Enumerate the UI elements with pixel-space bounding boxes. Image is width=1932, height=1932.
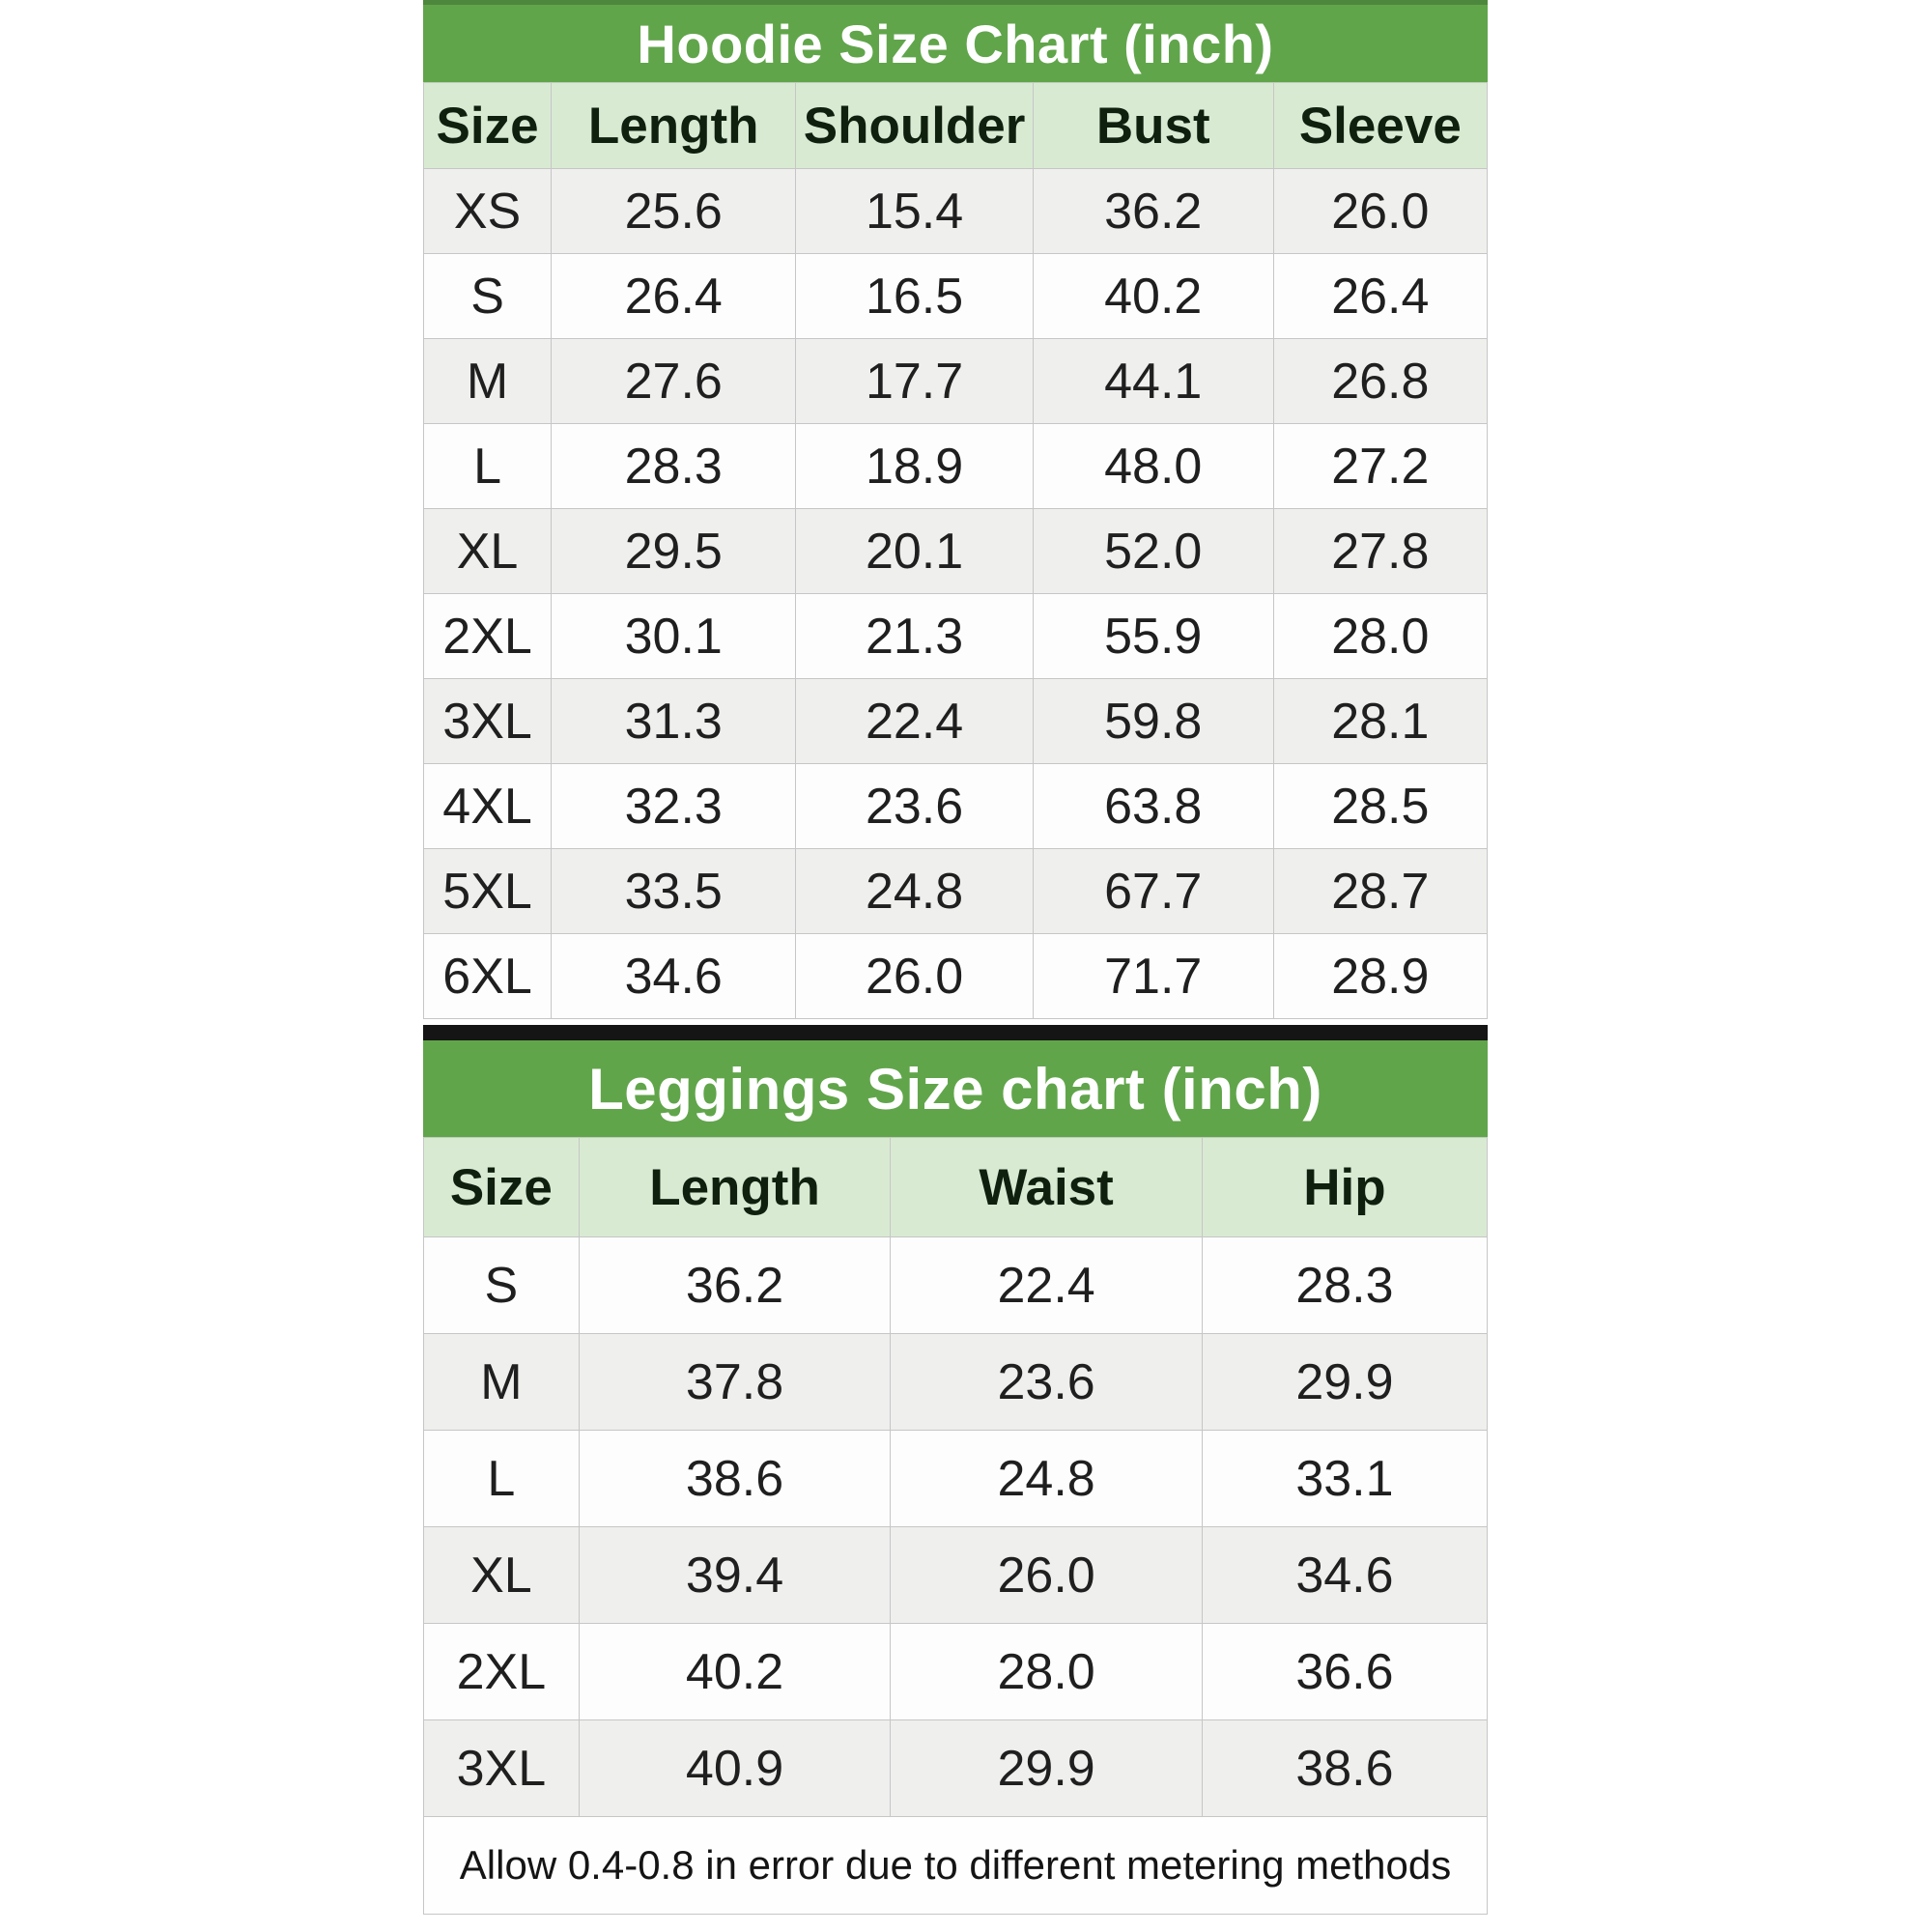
leggings-size-table [423,1040,1488,1817]
value-cell: 28.1 [1274,679,1488,764]
value-cell: 28.0 [891,1624,1203,1720]
value-cell: 67.7 [1034,849,1274,934]
value-cell: 63.8 [1034,764,1274,849]
value-cell: 27.2 [1274,424,1488,509]
value-cell: 48.0 [1034,424,1274,509]
value-cell: 28.9 [1274,934,1488,1019]
size-label-cell: L [424,1431,580,1527]
size-label-cell: 2XL [424,594,552,679]
value-cell: 40.9 [580,1720,892,1817]
size-label-cell: XL [424,509,552,594]
table-row [423,169,1488,254]
column-header-length: Length [552,82,796,169]
table-row [423,509,1488,594]
column-header-bust: Bust [1034,82,1274,169]
value-cell: 26.8 [1274,339,1488,424]
column-header-size: Size [424,1137,580,1237]
size-label-cell: S [424,1237,580,1334]
size-label-cell: 6XL [424,934,552,1019]
value-cell: 33.5 [552,849,796,934]
value-cell: 28.7 [1274,849,1488,934]
value-cell: 59.8 [1034,679,1274,764]
size-label-cell: S [424,254,552,339]
value-cell: 38.6 [580,1431,892,1527]
hoodie-table-title: Hoodie Size Chart (inch) [423,0,1488,82]
size-label-cell: 2XL [424,1624,580,1720]
value-cell: 39.4 [580,1527,892,1624]
value-cell: 37.8 [580,1334,892,1431]
value-cell: 22.4 [891,1237,1203,1334]
table-row [423,679,1488,764]
table-row [423,934,1488,1019]
value-cell: 18.9 [796,424,1034,509]
value-cell: 36.2 [1034,169,1274,254]
value-cell: 71.7 [1034,934,1274,1019]
column-header-shoulder: Shoulder [796,82,1034,169]
table-row [423,1334,1488,1431]
table-row [423,424,1488,509]
value-cell: 16.5 [796,254,1034,339]
value-cell: 29.9 [891,1720,1203,1817]
value-cell: 40.2 [1034,254,1274,339]
leggings-table-body [423,1237,1488,1817]
value-cell: 34.6 [1203,1527,1488,1624]
size-label-cell: 5XL [424,849,552,934]
size-chart-container [423,0,1488,1915]
value-cell: 34.6 [552,934,796,1019]
value-cell: 23.6 [796,764,1034,849]
value-cell: 32.3 [552,764,796,849]
leggings-table-header-row [423,1137,1488,1237]
column-header-length: Length [580,1137,892,1237]
leggings-table-title: Leggings Size chart (inch) [423,1040,1488,1137]
table-row [423,1624,1488,1720]
value-cell: 17.7 [796,339,1034,424]
table-row [423,1527,1488,1624]
value-cell: 15.4 [796,169,1034,254]
table-row [423,764,1488,849]
value-cell: 27.8 [1274,509,1488,594]
hoodie-table-header-row [423,82,1488,169]
table-row [423,594,1488,679]
table-row [423,1237,1488,1334]
value-cell: 30.1 [552,594,796,679]
table-row [423,1720,1488,1817]
value-cell: 24.8 [796,849,1034,934]
size-label-cell: 4XL [424,764,552,849]
size-label-cell: 3XL [424,679,552,764]
column-header-size: Size [424,82,552,169]
value-cell: 36.6 [1203,1624,1488,1720]
value-cell: 24.8 [891,1431,1203,1527]
column-header-sleeve: Sleeve [1274,82,1488,169]
value-cell: 44.1 [1034,339,1274,424]
size-label-cell: XL [424,1527,580,1624]
size-label-cell: L [424,424,552,509]
value-cell: 33.1 [1203,1431,1488,1527]
value-cell: 23.6 [891,1334,1203,1431]
table-row [423,1431,1488,1527]
column-header-hip: Hip [1203,1137,1488,1237]
column-header-waist: Waist [891,1137,1203,1237]
value-cell: 28.3 [552,424,796,509]
table-row [423,339,1488,424]
size-label-cell: M [424,1334,580,1431]
value-cell: 29.9 [1203,1334,1488,1431]
value-cell: 21.3 [796,594,1034,679]
value-cell: 25.6 [552,169,796,254]
table-row [423,849,1488,934]
measurement-error-footnote: Allow 0.4-0.8 in error due to different metering methods [423,1817,1488,1915]
value-cell: 29.5 [552,509,796,594]
value-cell: 26.4 [1274,254,1488,339]
size-label-cell: M [424,339,552,424]
table-divider-bar [423,1025,1488,1040]
value-cell: 52.0 [1034,509,1274,594]
value-cell: 31.3 [552,679,796,764]
value-cell: 20.1 [796,509,1034,594]
size-label-cell: XS [424,169,552,254]
value-cell: 28.5 [1274,764,1488,849]
value-cell: 26.0 [891,1527,1203,1624]
value-cell: 26.0 [1274,169,1488,254]
value-cell: 27.6 [552,339,796,424]
value-cell: 38.6 [1203,1720,1488,1817]
hoodie-size-table [423,0,1488,1019]
value-cell: 28.3 [1203,1237,1488,1334]
value-cell: 40.2 [580,1624,892,1720]
size-label-cell: 3XL [424,1720,580,1817]
value-cell: 28.0 [1274,594,1488,679]
table-row [423,254,1488,339]
value-cell: 26.0 [796,934,1034,1019]
value-cell: 55.9 [1034,594,1274,679]
value-cell: 22.4 [796,679,1034,764]
value-cell: 26.4 [552,254,796,339]
hoodie-table-body [423,169,1488,1019]
value-cell: 36.2 [580,1237,892,1334]
